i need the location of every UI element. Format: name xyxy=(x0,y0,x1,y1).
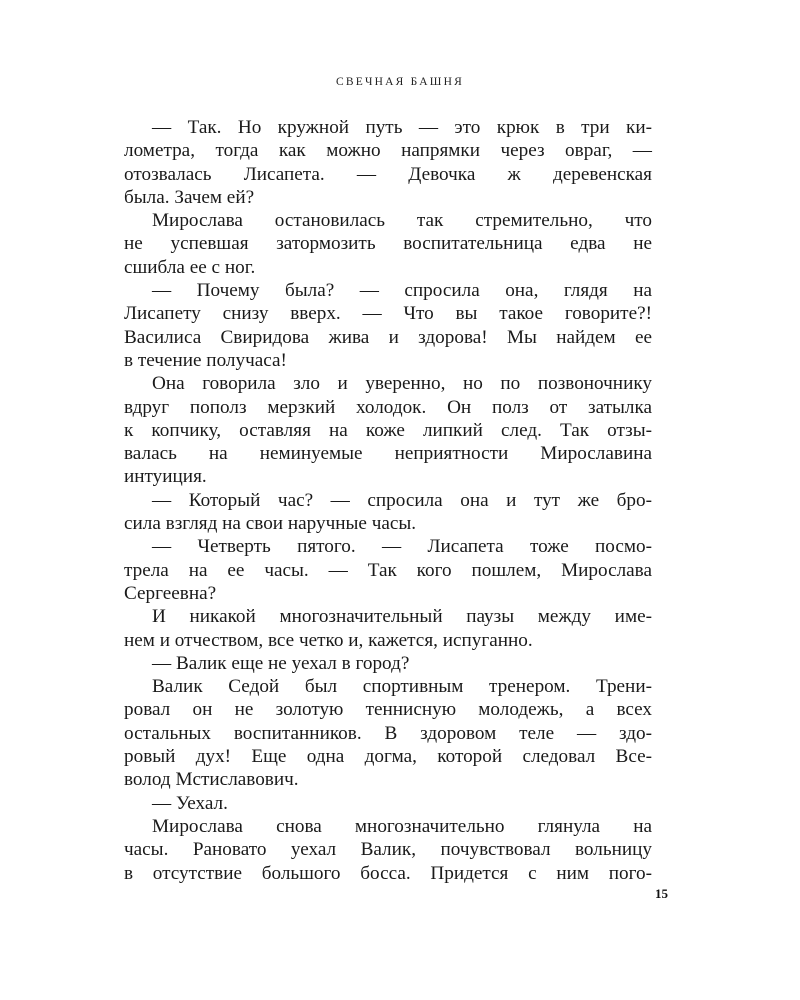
text-line: И никакой многозначительный паузы между име- xyxy=(152,606,652,628)
text-line: не успевшая затормозить воспитательница едва не xyxy=(124,233,652,255)
body-text xyxy=(124,116,652,885)
text-line: Лисапету снизу вверх. — Что вы такое говорите?! xyxy=(124,303,652,325)
text-line: была. Зачем ей? xyxy=(124,186,255,208)
text-line: сила взгляд на свои наручные часы. xyxy=(124,513,417,535)
running-head: СВЕЧНАЯ БАШНЯ xyxy=(336,76,464,88)
page-number: 15 xyxy=(655,886,668,901)
text-line: Валик Седой был спортивным тренером. Трени- xyxy=(152,676,652,698)
text-line: в течение получаса! xyxy=(124,349,287,371)
text-line: трела на ее часы. — Так кого пошлем, Мирослава xyxy=(124,559,652,581)
text-line: вдруг пополз мерзкий холодок. Он полз от затылка xyxy=(124,396,652,418)
text-line: интуиция. xyxy=(124,466,207,488)
text-line: — Уехал. xyxy=(152,792,228,814)
text-line: сшибла ее с ног. xyxy=(124,256,256,278)
text-line: — Почему была? — спросила она, глядя на xyxy=(152,280,652,302)
text-line: Василиса Свиридова жива и здорова! Мы найдем ее xyxy=(124,326,652,348)
text-line: Мирослава остановилась так стремительно, что xyxy=(152,210,652,232)
text-line: остальных воспитанников. В здоровом теле — здо- xyxy=(124,722,652,744)
text-line: ровый дух! Еще одна догма, которой следовал Все- xyxy=(124,746,652,768)
text-line: Сергеевна? xyxy=(124,582,217,604)
text-line: Она говорила зло и уверенно, но по позвоночнику xyxy=(152,373,652,395)
text-line: Мирослава снова многозначительно глянула на xyxy=(152,815,652,837)
text-line: отозвалась Лисапета. — Девочка ж деревенская xyxy=(124,163,652,185)
text-line: — Так. Но кружной путь — это крюк в три ки- xyxy=(152,117,652,138)
text-line: к копчику, оставляя на коже липкий след. Так отзы- xyxy=(124,419,652,441)
text-line: часы. Рановато уехал Валик, почувствовал вольницу xyxy=(124,839,652,861)
text-line: нем и отчеством, все четко и, кажется, испуганно. xyxy=(124,629,533,651)
text-line: — Который час? — спросила она и тут же бро- xyxy=(152,489,652,511)
text-line: лометра, тогда как можно напрямки через овраг, — xyxy=(124,140,652,162)
text-line: — Валик еще не уехал в город? xyxy=(152,652,410,674)
text-line: в отсутствие большого босса. Придется с ним пого- xyxy=(124,862,652,884)
text-line: — Четверть пятого. — Лисапета тоже посмо- xyxy=(152,536,652,558)
text-line: валась на неминуемые неприятности Мирославина xyxy=(124,443,652,465)
text-line: волод Мстиславович. xyxy=(124,769,299,791)
text-line: ровал он не золотую теннисную молодежь, а всех xyxy=(124,699,652,721)
